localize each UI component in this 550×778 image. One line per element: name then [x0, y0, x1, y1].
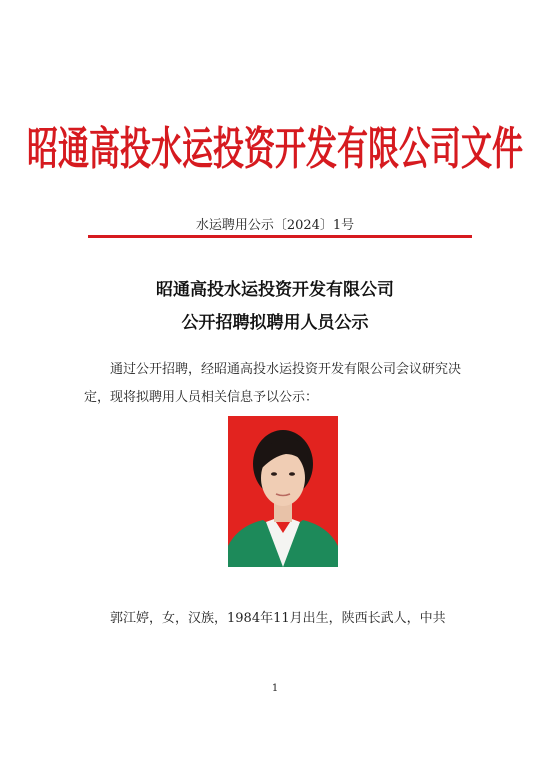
document-number: 水运聘用公示〔2024〕1号 [195, 218, 355, 233]
red-divider-line [88, 235, 472, 238]
portrait-illustration [228, 416, 338, 567]
portrait-photo [228, 416, 338, 567]
intro-text: 通过公开招聘，经昭通高投水运投资开发有限公司会议研究决定，现将拟聘用人员相关信息予以公示： [84, 362, 462, 405]
candidate-paragraph: 郭江婷，女，汉族，1984年11月出生，陕西长武人，中共 [110, 611, 446, 626]
intro-paragraph [84, 356, 484, 412]
red-letterhead-title: 昭通高投水运投资开发有限公司文件 [27, 123, 523, 176]
notice-title-line-2: 公开招聘拟聘用人员公示 [181, 313, 369, 333]
notice-title-line-1: 昭通高投水运投资开发有限公司 [156, 280, 394, 300]
page-number: 1 [271, 683, 279, 694]
